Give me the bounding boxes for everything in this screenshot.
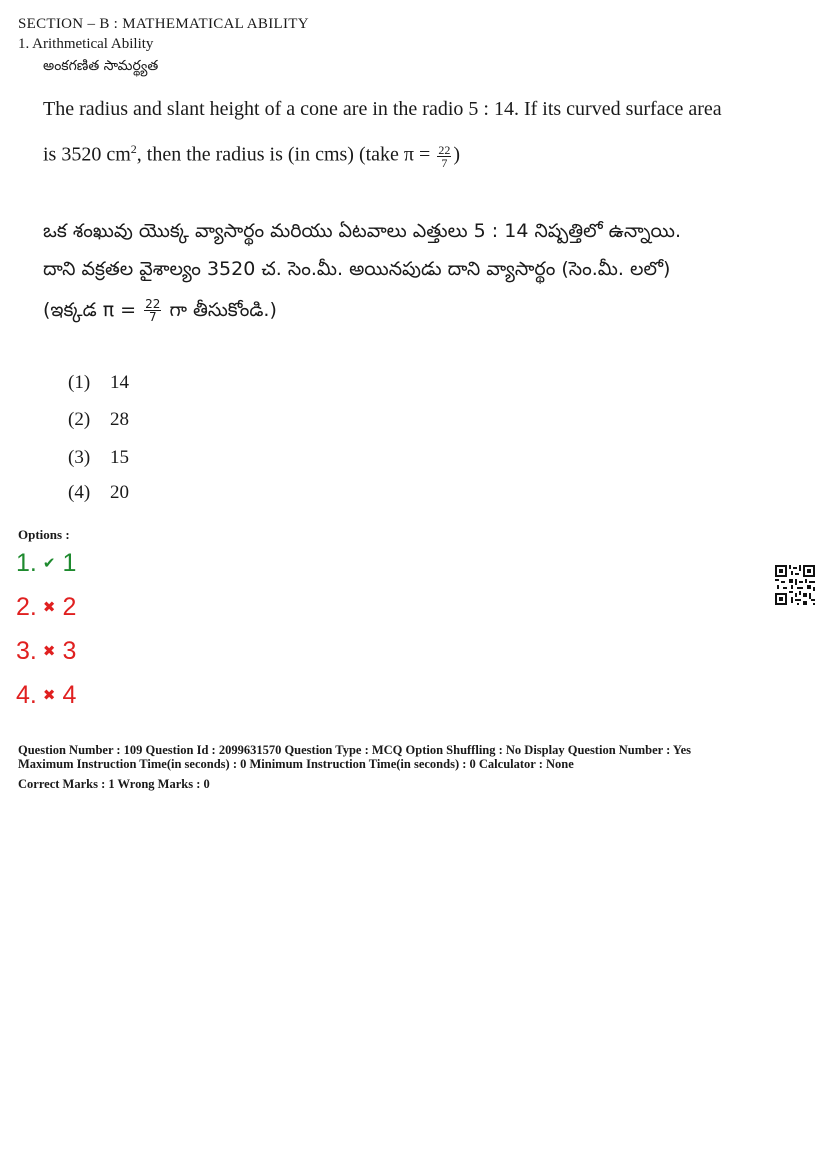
answer-option-wrong xyxy=(16,637,76,666)
question-text-part: is 3520 cm xyxy=(43,143,131,166)
answer-option-wrong xyxy=(16,681,76,710)
choice-value: 14 xyxy=(110,372,129,393)
answer-number: 1. xyxy=(16,549,37,577)
question-text-telugu-line3 xyxy=(43,298,277,326)
choice-value: 28 xyxy=(110,409,129,430)
superscript-exponent: 2 xyxy=(130,142,137,156)
question-text-part: , then the radius is (in cms) (take π = xyxy=(136,143,436,166)
marks-info: Correct Marks : 1 Wrong Marks : 0 xyxy=(18,777,210,791)
section-title: SECTION – B : MATHEMATICAL ABILITY xyxy=(18,16,309,32)
check-icon: ✔ xyxy=(42,555,56,572)
answer-number: 3. xyxy=(16,637,37,665)
pi-fraction xyxy=(437,144,451,169)
choice-item xyxy=(68,482,129,504)
qr-code-icon xyxy=(775,565,815,605)
answer-value: 2 xyxy=(62,593,77,621)
choice-item xyxy=(68,409,129,431)
question-text-part: (ఇక్కడ π = xyxy=(43,299,143,321)
choice-number: (2) xyxy=(68,409,91,430)
fraction-numerator: 22 xyxy=(438,142,451,157)
answer-value: 4 xyxy=(62,681,77,709)
choice-number: (4) xyxy=(68,482,91,503)
cross-icon: ✖ xyxy=(42,643,56,660)
question-metadata-line2: Maximum Instruction Time(in seconds) : 0 Minimum Instruction Time(in seconds) : 0 Calculator : None xyxy=(18,757,574,771)
question-text-telugu-line2: దాని వక్రతల వైశాల్యం 3520 చ. సెం.మీ. అయినపుడు దాని వ్యాసార్థం (సెం.మీ. లలో) xyxy=(43,258,671,280)
question-text-part: ) xyxy=(453,143,460,166)
fraction-numerator: 22 xyxy=(145,297,161,311)
choice-value: 20 xyxy=(110,482,129,503)
answer-value: 1 xyxy=(62,549,77,577)
answer-value: 3 xyxy=(62,637,77,665)
subsection-title-telugu: అంకగణిత సామర్థ్యత xyxy=(43,58,159,74)
question-text-english-line1: The radius and slant height of a cone are in the radio 5 : 14. If its curved surface area xyxy=(43,98,722,120)
answer-number: 4. xyxy=(16,681,37,709)
choice-value: 15 xyxy=(110,447,129,468)
subsection-title: 1. Arithmetical Ability xyxy=(18,36,154,52)
cross-icon: ✖ xyxy=(42,687,56,704)
answer-option-correct xyxy=(16,549,76,578)
answer-option-wrong xyxy=(16,593,76,622)
question-text-english-line2 xyxy=(43,142,460,169)
choice-number: (1) xyxy=(68,372,91,393)
choice-item xyxy=(68,447,129,469)
answer-number: 2. xyxy=(16,593,37,621)
choice-item xyxy=(68,372,129,394)
options-label: Options : xyxy=(18,527,70,542)
choice-number: (3) xyxy=(68,447,91,468)
fraction-denominator: 7 xyxy=(441,155,448,170)
question-metadata-line1: Question Number : 109 Question Id : 2099631570 Question Type : MCQ Option Shuffling : No Display Question Number : Yes xyxy=(18,743,691,757)
question-text-telugu-line1: ఒక శంఖువు యొక్క వ్యాసార్థం మరియు ఏటవాలు ఎత్తులు 5 : 14 నిష్పత్తిలో ఉన్నాయి. xyxy=(43,220,682,242)
cross-icon: ✖ xyxy=(42,599,56,616)
fraction-denominator: 7 xyxy=(148,310,157,324)
question-text-part: గా తీసుకోండి.) xyxy=(163,299,277,321)
pi-fraction xyxy=(144,298,161,323)
